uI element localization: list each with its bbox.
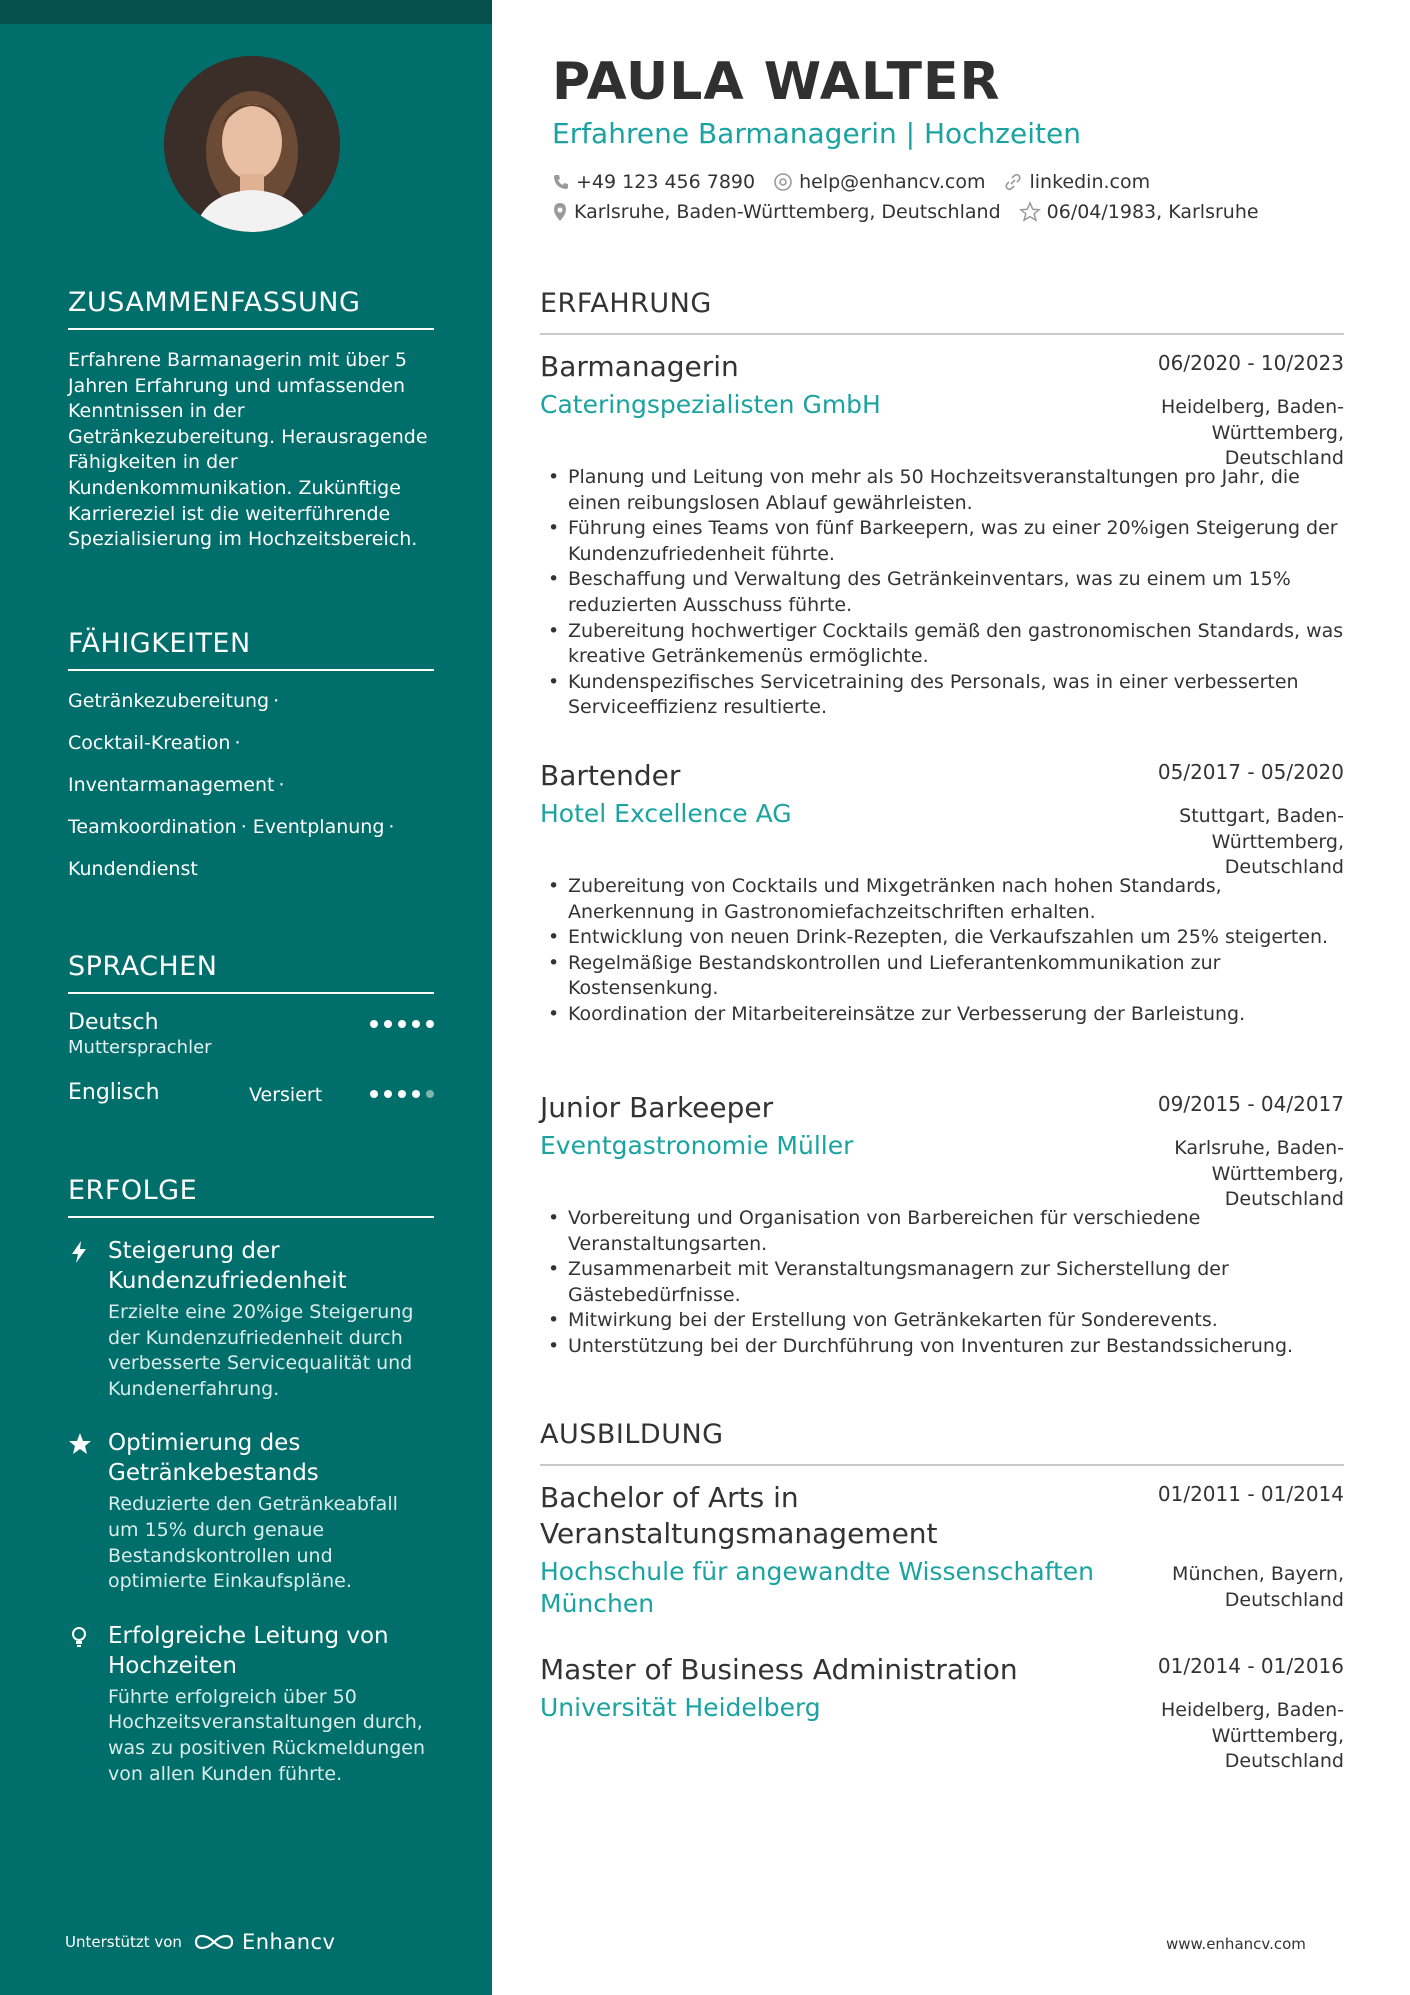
education-entry bbox=[540, 1480, 1344, 1620]
list-item: • Zusammenarbeit mit Veranstaltungsmanagern zur Sicherstellung der Gästebedürfnisse. bbox=[540, 1257, 1344, 1308]
list-item: • Vorbereitung und Organisation von Barbereichen für verschiedene Veranstaltungsarten. bbox=[540, 1206, 1344, 1257]
job-date: 05/2017 - 05/2020 bbox=[1157, 760, 1344, 784]
job-bullets bbox=[540, 465, 1344, 721]
job-title: Junior Barkeeper bbox=[540, 1091, 774, 1124]
degree-title: Bachelor of Arts in Veranstaltungsmanagement bbox=[540, 1481, 938, 1550]
sidebar bbox=[0, 0, 492, 1995]
achievement-desc: Reduzierte den Getränkeabfall um 15% durch genaue Bestandskontrollen und optimierte Einkaufspläne. bbox=[108, 1493, 398, 1593]
location-pin-icon bbox=[552, 202, 568, 222]
website-link[interactable]: www.enhancv.com bbox=[1166, 1935, 1306, 1953]
achievements-heading: ERFOLGE bbox=[68, 1175, 434, 1218]
language-name: Deutsch bbox=[68, 1010, 159, 1035]
achievements-section bbox=[68, 1175, 434, 1787]
job-location: Karlsruhe, Baden- Württemberg, Deutschland bbox=[1174, 1137, 1344, 1211]
enhancv-brand-name: Enhancv bbox=[241, 1930, 336, 1954]
school-name: Hochschule für angewandte Wissenschaften München bbox=[540, 1557, 1095, 1618]
list-item: • Zubereitung von Cocktails und Mixgetränken nach hohen Standards, Anerkennung in Gastronomiefachzeitschriften erhalten. bbox=[540, 874, 1344, 925]
job-entry bbox=[540, 349, 1344, 721]
languages-section bbox=[68, 951, 434, 1120]
star-outline-icon bbox=[1019, 201, 1041, 223]
lightbulb-icon bbox=[68, 1625, 92, 1649]
list-item: • Planung und Leitung von mehr als 50 Hochzeitsveranstaltungen pro Jahr, die einen reibungslosen Ablauf gewährleisten. bbox=[540, 465, 1344, 516]
list-item: • Kundenspezifisches Servicetraining des Personals, was in einer verbesserten Serviceeffizienz resultierte. bbox=[540, 670, 1344, 721]
education-entry bbox=[540, 1652, 1344, 1773]
list-item: • Koordination der Mitarbeitereinsätze zur Verbesserung der Barleistung. bbox=[540, 1002, 1344, 1028]
job-bullets bbox=[540, 874, 1344, 1028]
contact-row-2 bbox=[552, 201, 1277, 223]
job-title: Barmanagerin bbox=[540, 350, 739, 383]
linkedin-link[interactable]: linkedin.com bbox=[1029, 171, 1151, 193]
birth-date: 06/04/1983, Karlsruhe bbox=[1046, 201, 1259, 223]
list-item: • Mitwirkung bei der Erstellung von Getränkekarten für Sonderevents. bbox=[540, 1308, 1344, 1334]
sidebar-top-bar bbox=[0, 0, 492, 24]
profile-photo bbox=[164, 56, 340, 232]
achievement-title: Steigerung der Kundenzufriedenheit bbox=[108, 1238, 347, 1294]
language-level: Versiert bbox=[249, 1084, 323, 1106]
at-icon bbox=[773, 172, 793, 192]
list-item: • Regelmäßige Bestandskontrollen und Lieferantenkommunikation zur Kostensenkung. bbox=[540, 951, 1344, 1002]
summary-section bbox=[68, 287, 434, 553]
skill-item: Kundendienst bbox=[68, 858, 198, 880]
achievement-item bbox=[68, 1621, 434, 1787]
infinity-icon bbox=[192, 1931, 236, 1953]
bolt-icon bbox=[68, 1240, 92, 1264]
job-entry bbox=[540, 1090, 1344, 1360]
skills-list: Getränkezubereitung · Cocktail-Kreation · Inventarmanagement · Teamkoordination · Eventplanung · Kundendienst bbox=[68, 690, 395, 880]
list-item: • Zubereitung hochwertiger Cocktails gemäß den gastronomischen Standards, was kreative Getränkemenüs ermöglichte. bbox=[540, 619, 1344, 670]
achievement-title: Erfolgreiche Leitung von Hochzeiten bbox=[108, 1622, 389, 1679]
phone-icon bbox=[552, 173, 570, 191]
achievement-item bbox=[68, 1428, 434, 1594]
skill-item: Eventplanung bbox=[252, 816, 385, 838]
achievement-desc: Erzielte eine 20%ige Steigerung der Kundenzufriedenheit durch verbesserte Servicequalität und Kundenerfahrung. bbox=[108, 1301, 414, 1400]
email-address[interactable]: help@enhancv.com bbox=[799, 171, 986, 193]
job-company: Eventgastronomie Müller bbox=[540, 1131, 854, 1160]
phone-number[interactable]: +49 123 456 7890 bbox=[576, 171, 756, 193]
person-title: Erfahrene Barmanagerin | Hochzeiten bbox=[552, 117, 1081, 150]
list-item: • Entwicklung von neuen Drink-Rezepten, die Verkaufszahlen um 25% steigerten. bbox=[540, 925, 1344, 951]
experience-heading: ERFAHRUNG bbox=[540, 288, 1344, 335]
list-item: • Führung eines Teams von fünf Barkeepern, was zu einer 20%igen Steigerung der Kundenzufriedenheit führte. bbox=[540, 516, 1344, 567]
job-location: Stuttgart, Baden- Württemberg, Deutschland bbox=[1179, 805, 1344, 879]
job-bullets bbox=[540, 1206, 1344, 1360]
education-date: 01/2014 - 01/2016 bbox=[1157, 1654, 1344, 1678]
list-item: • Unterstützung bei der Durchführung von Inventuren zur Bestandssicherung. bbox=[540, 1334, 1344, 1360]
link-icon bbox=[1003, 172, 1023, 192]
language-item bbox=[68, 1010, 434, 1070]
language-level: Muttersprachler bbox=[68, 1037, 212, 1058]
education-heading: AUSBILDUNG bbox=[540, 1419, 1344, 1466]
skill-item: Inventarmanagement bbox=[68, 774, 275, 796]
achievement-desc: Führte erfolgreich über 50 Hochzeitsveranstaltungen durch, was zu positiven Rückmeldungen von allen Kunden führte. bbox=[108, 1685, 426, 1785]
language-name: Englisch bbox=[68, 1080, 160, 1105]
job-title: Bartender bbox=[540, 759, 681, 792]
job-location: Heidelberg, Baden- Württemberg, Deutschland bbox=[1161, 396, 1344, 470]
job-company: Cateringspezialisten GmbH bbox=[540, 390, 881, 419]
school-name: Universität Heidelberg bbox=[540, 1693, 821, 1722]
job-entry bbox=[540, 758, 1344, 1028]
degree-title: Master of Business Administration bbox=[540, 1653, 1018, 1686]
job-date: 06/2020 - 10/2023 bbox=[1157, 351, 1344, 375]
language-level-dots bbox=[370, 1090, 434, 1098]
language-item bbox=[68, 1080, 434, 1120]
skills-heading: FÄHIGKEITEN bbox=[68, 628, 434, 671]
education-date: 01/2011 - 01/2014 bbox=[1157, 1482, 1344, 1506]
location: Karlsruhe, Baden-Württemberg, Deutschland bbox=[574, 201, 1001, 223]
skill-item: Cocktail-Kreation bbox=[68, 732, 231, 754]
skill-item: Teamkoordination bbox=[68, 816, 237, 838]
list-item: • Beschaffung und Verwaltung des Getränkeinventars, was zu einem um 15% reduzierten Ausschuss führte. bbox=[540, 567, 1344, 618]
achievement-item bbox=[68, 1236, 434, 1402]
achievement-title: Optimierung des Getränkebestands bbox=[108, 1430, 319, 1487]
summary-heading: ZUSAMMENFASSUNG bbox=[68, 287, 434, 330]
education-location: Heidelberg, Baden- Württemberg, Deutschland bbox=[1161, 1699, 1344, 1773]
job-company: Hotel Excellence AG bbox=[540, 799, 792, 828]
star-icon bbox=[68, 1432, 92, 1456]
language-level-dots bbox=[370, 1020, 434, 1028]
person-name: PAULA WALTER bbox=[552, 52, 1001, 112]
job-date: 09/2015 - 04/2017 bbox=[1157, 1092, 1344, 1116]
contact-row-1 bbox=[552, 171, 1168, 193]
powered-by bbox=[65, 1930, 335, 1954]
skills-section bbox=[68, 628, 434, 899]
languages-heading: SPRACHEN bbox=[68, 951, 434, 994]
education-location: München, Bayern, Deutschland bbox=[1172, 1563, 1344, 1611]
powered-by-label: Unterstützt von bbox=[65, 1933, 182, 1951]
enhancv-logo[interactable] bbox=[192, 1930, 336, 1954]
skill-item: Getränkezubereitung bbox=[68, 690, 270, 712]
summary-text: Erfahrene Barmanagerin mit über 5 Jahren Erfahrung und umfassenden Kenntnissen in der Getränkezubereitung. Herausragende Fähigkeiten in der Kundenkommunikation. Zukünftige Karriereziel ist die weiterführende Spezialisierung im Hochzeitsbereich. bbox=[68, 349, 428, 551]
